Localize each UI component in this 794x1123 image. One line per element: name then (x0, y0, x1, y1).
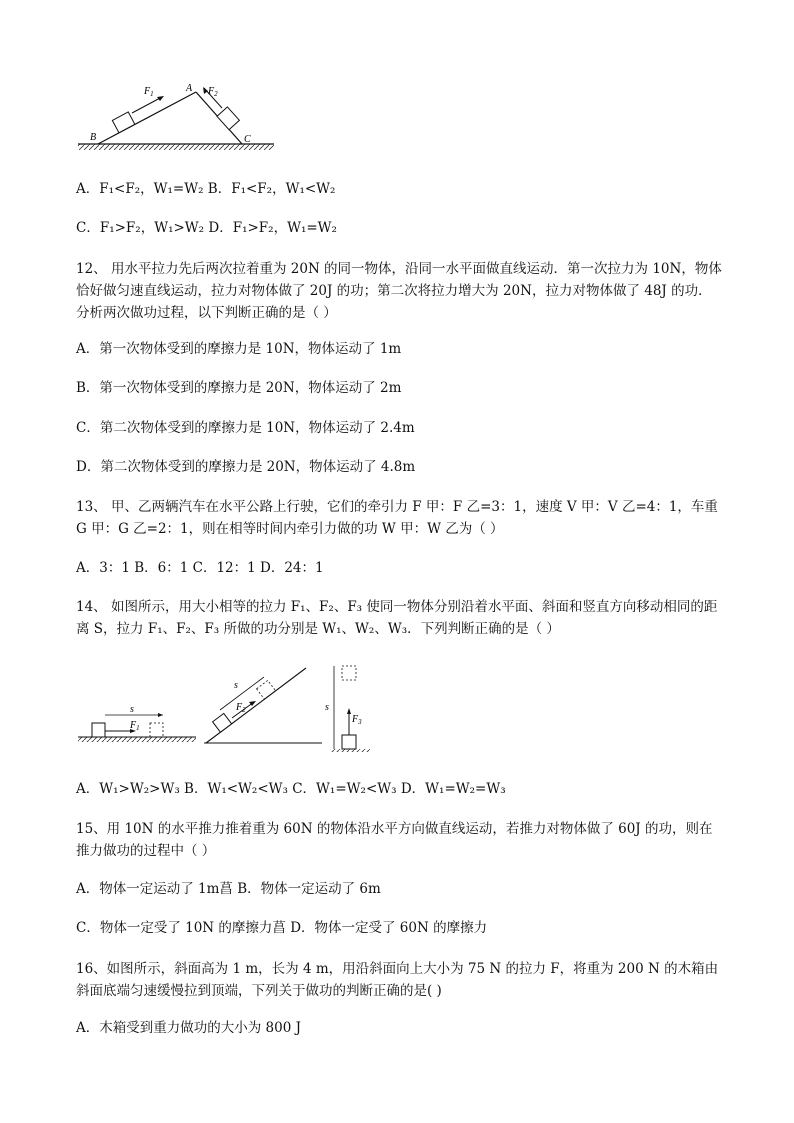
label-s2: s (234, 680, 238, 691)
q16-option-a: A．木箱受到重力做功的大小为 800 J (76, 1020, 302, 1036)
block-left (112, 112, 134, 133)
q12-option-d: D．第二次物体受到的摩擦力是 20N，物体运动了 4.8m (76, 459, 416, 475)
q14-options: A．W₁>W₂>W₃ B．W₁<W₂<W₃ C．W₁=W₂<W₃ D．W₁=W₂=W₃ (76, 781, 506, 797)
q15-options-line1: A．物体一定运动了 1m菖 B．物体一定运动了 6m (76, 881, 381, 897)
q13-stem: 13、 甲、乙两辆汽车在水平公路上行驶，它们的牵引力 F 甲：F 乙=3：1，速度 V 甲：V 乙=4：1，车重 G 甲：G 乙=2：1，则在相等时间内牵引力做的功 W 甲：W 乙为（ ） (76, 499, 718, 537)
q12-option-c: C．第二次物体受到的摩擦力是 10N，物体运动了 2.4m (76, 420, 415, 436)
label-f3: $F_3$ (352, 714, 362, 726)
figure-three-cases (74, 660, 374, 752)
force3-arrow-head (347, 708, 351, 714)
q15-stem: 15、用 10N 的水平推力推着重为 60N 的物体沿水平方向做直线运动，若推力对物体做了 60J 的功，则在推力做功的过程中（ ） (76, 821, 713, 859)
force-arrow-f1 (132, 97, 162, 113)
q13-options: A．3：1 B．6：1 C．12：1 D．24：1 (76, 560, 324, 576)
block-right (217, 107, 239, 130)
q12-option-b: B．第一次物体受到的摩擦力是 20N，物体运动了 2m (76, 380, 402, 396)
label-s3: s (325, 702, 329, 713)
block3-start (342, 735, 356, 749)
q15-options-line2: C．物体一定受了 10N 的摩擦力菖 D．物体一定受了 60N 的摩擦力 (76, 920, 488, 936)
block1-end (150, 723, 163, 737)
block2-end (257, 680, 276, 699)
label-a: A (186, 83, 193, 94)
block2-start (213, 713, 232, 732)
q12-option-a: A．第一次物体受到的摩擦力是 10N，物体运动了 1m (76, 341, 402, 357)
q11-options-line2: C．F₁>F₂，W₁>W₂ D．F₁>F₂，W₁=W₂ (76, 220, 337, 236)
q11-options-line1: A．F₁<F₂，W₁=W₂ B．F₁<F₂，W₁<W₂ (76, 181, 336, 197)
label-f1: $F_1$ (144, 86, 154, 98)
label-b: B (90, 132, 97, 143)
figure-two-inclines (74, 80, 274, 158)
ground1-hatch (78, 737, 196, 742)
block1-start (92, 723, 105, 737)
label-f2: $F_2$ (236, 702, 246, 714)
incline-ba (98, 92, 196, 144)
q16-stem: 16、如图所示，斜面高为 1 m，长为 4 m，用沿斜面向上大小为 75 N 的拉力 F，将重为 200 N 的木箱由斜面底端匀速缓慢拉到顶端，下列关于做功的判断正确的是( ) (76, 961, 719, 999)
label-f2: $F_2$ (208, 86, 218, 98)
q12-stem: 12、 用水平拉力先后两次拉着重为 20N 的同一物体，沿同一水平面做直线运动．第一次拉力为 10N，物体恰好做匀速直线运动，拉力对物体做了 20J 的功；第二次将拉力增大为 20N，拉力对物体做了 48J 的功．分析两次做功过程，以下判断正确的是（ ） (76, 261, 722, 321)
block3-end (342, 666, 356, 680)
label-c: C (244, 134, 251, 145)
label-f1: $F_1$ (130, 720, 140, 732)
arrow-head-f1 (157, 96, 164, 101)
label-s1: s (130, 704, 134, 715)
q14-stem: 14、 如图所示，用大小相等的拉力 F₁、F₂、F₃ 使同一物体分别沿着水平面、斜面和竖直方向移动相同的距离 S，拉力 F₁、F₂、F₃ 所做的功分别是 W₁、W₂、W₃．下列判断正确的是（ ） (76, 599, 718, 637)
distance1-arrow (158, 713, 163, 717)
